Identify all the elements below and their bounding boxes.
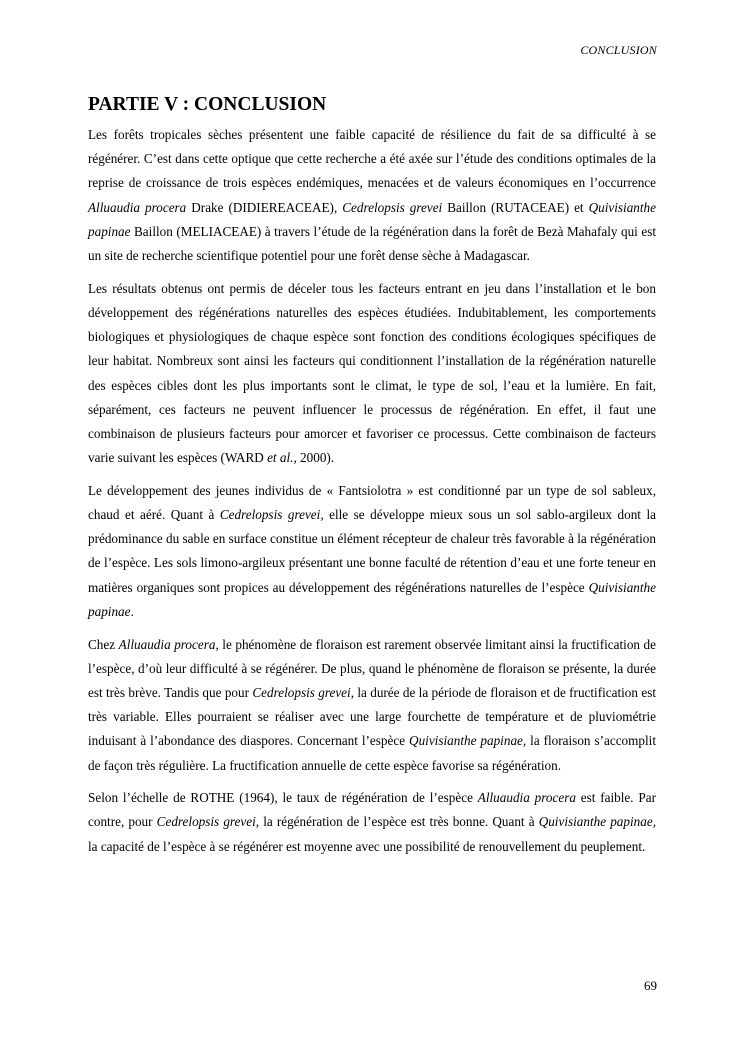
text-run: la capacité de l’espèce à se régénérer est moyenne avec une possibilité de renouvellement du peuplement.	[88, 838, 646, 854]
conclusion-body	[88, 123, 656, 867]
page-number: 69	[644, 978, 657, 993]
text-run: 2000).	[296, 450, 335, 466]
running-header: CONCLUSION	[580, 43, 657, 57]
species-name: Alluaudia procera,	[118, 636, 219, 652]
text-run: , la durée de la période de floraison et de fructification est très variable. Elles pourraient se réaliser avec une large fourchette de température et de pluviométrie induisant à l’abondance des diaspores. Concernant l’espèce	[88, 684, 656, 749]
species-name: Alluaudia procera	[477, 790, 576, 806]
text-run: Chez	[88, 636, 119, 652]
species-name: Quivisianthe papinae	[88, 579, 656, 619]
text-run: elle se développe mieux sous un sol sablo-argileux dont la prédominance du sable en surface constitue un élément récepteur de chaleur très favorable à la régénération de l’espèce. Les sols limono-argileux présentant une bonne faculté de rétention d’eau et une forte teneur en matières organiques sont propices au développement des régénérations naturelles de l’espèce	[88, 507, 656, 595]
paragraph	[88, 123, 656, 268]
text-run: .	[130, 603, 134, 619]
species-name: Cedrelopsis grevei	[342, 199, 443, 215]
paragraph	[88, 633, 656, 778]
species-name: Cedrelopsis grevei,	[156, 814, 260, 830]
text-run: est faible. Par contre, pour	[88, 790, 657, 830]
species-name: Quivisianthe papinae,	[409, 733, 527, 749]
species-name: Quivisianthe papinae,	[538, 814, 656, 830]
text-run: Les forêts tropicales sèches présentent une faible capacité de résilience du fait de sa difficulté à se régénérer. C’est dans cette optique que cette recherche a été axée sur l’étude des conditions optimales de la reprise de croissance de trois espèces endémiques, menacées et de valeurs économiques en l’occurrence	[88, 127, 656, 191]
species-name: Cedrelopsis grevei	[252, 684, 351, 700]
text-run: le phénomène de floraison est rarement observée limitant ainsi la fructification de l’espèce, d’où leur difficulté à se régénérer. De plus, quand le phénomène de floraison se présente, la durée est très brève. Tandis que pour	[88, 636, 656, 700]
paragraph	[88, 479, 656, 624]
text-run: Drake (DIDIEREACEAE),	[186, 199, 343, 215]
section-title: PARTIE V : CONCLUSION	[88, 94, 327, 115]
species-name: et al.,	[267, 450, 297, 466]
text-run: Les résultats obtenus ont permis de déceler tous les facteurs entrant en jeu dans l’installation et le bon développement des régénérations naturelles des espèces étudiées. Indubitablement, les comportements biologiques et physiologiques de chaque espèce sont fonction des conditions écologiques spécifiques de leur habitat. Nombreux sont ainsi les facteurs qui conditionnent l’installation de la régénération naturelle des espèces cibles dont les plus importants sont le climat, le type de sol, l’eau et la lumière. En fait, séparément, ces facteurs ne peuvent influencer le processus de régénération. En effet, il faut une combinaison de plusieurs facteurs pour amorcer et favoriser ce processus. Cette combinaison de facteurs varie suivant les espèces (WARD	[88, 280, 656, 466]
paragraph	[88, 786, 656, 859]
species-name: Alluaudia procera	[88, 199, 187, 215]
text-run: Baillon (MELIACEAE) à travers l’étude de la régénération dans la forêt de Bezà Mahafaly qui est un site de recherche scientifique potentiel pour une forêt dense sèche à Madagascar.	[88, 223, 656, 264]
species-name: Cedrelopsis grevei,	[219, 507, 324, 523]
text-run: la floraison s’accomplit de façon très régulière. La fructification annuelle de cette espèce favorise sa régénération.	[88, 733, 656, 773]
text-run: la régénération de l’espèce est très bonne. Quant à	[259, 814, 539, 830]
text-run: Selon l’échelle de ROTHE (1964), le taux de régénération de l’espèce	[88, 790, 478, 806]
species-name: Quivisianthe papinae	[88, 199, 656, 239]
text-run: Baillon (RUTACEAE) et	[442, 199, 589, 215]
paragraph	[88, 277, 656, 471]
text-run: Le développement des jeunes individus de « Fantsiolotra » est conditionné par un type de sol sableux, chaud et aéré. Quant à	[88, 482, 656, 523]
